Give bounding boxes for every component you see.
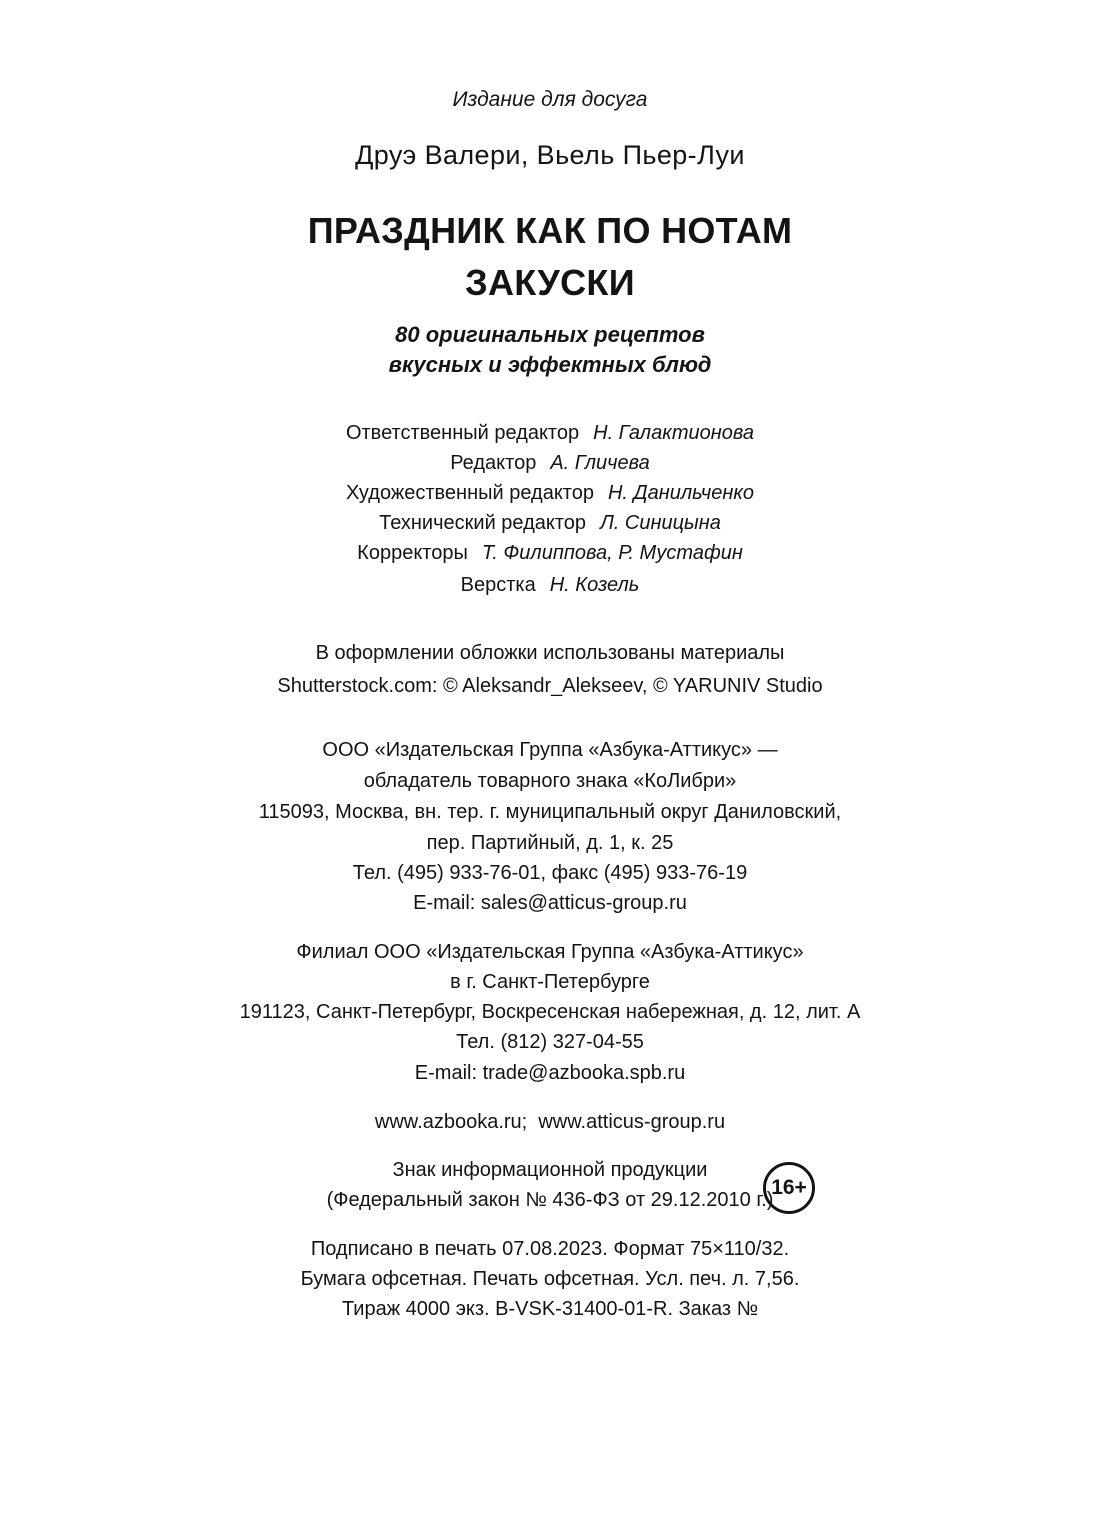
publisher-line: обладатель товарного знака «КоЛибри» <box>363 770 737 792</box>
credit-name: Н. Данильченко <box>607 482 754 504</box>
publisher-email: E-mail: sales@atticus-group.ru <box>413 892 687 914</box>
publisher-line: ООО «Издательская Группа «Азбука-Аттикус» — <box>322 739 778 761</box>
cover-credit-line: Shutterstock.com: © Aleksandr_Alekseev, © YARUNIV Studio <box>277 675 823 697</box>
age-mark-line: Знак информационной продукции <box>392 1159 708 1181</box>
credit-role: Корректоры <box>357 542 468 564</box>
credit-name: Л. Синицына <box>600 512 721 534</box>
credit-line <box>0 482 1100 505</box>
authors: Друэ Валери, Вьель Пьер-Луи <box>355 140 745 170</box>
age-mark-line: (Федеральный закон № 436-ФЗ от 29.12.2010 г.) <box>326 1189 774 1211</box>
credit-name: Н. Галактионова <box>593 422 755 444</box>
credit-role: Верстка <box>460 574 536 596</box>
print-info-line: Подписано в печать 07.08.2023. Формат 75×110/32. <box>310 1238 790 1260</box>
book-title-line-2: ЗАКУСКИ <box>465 262 635 303</box>
credit-line <box>0 542 1100 565</box>
credit-role: Ответственный редактор <box>345 422 580 444</box>
credit-name: Т. Филиппова, Р. Мустафин <box>481 542 743 564</box>
credit-role: Художественный редактор <box>346 482 594 504</box>
branch-email: E-mail: trade@azbooka.spb.ru <box>414 1062 686 1084</box>
series-label: Издание для досуга <box>452 88 648 111</box>
branch-line: 191123, Санкт-Петербург, Воскресенская набережная, д. 12, лит. А <box>239 1001 861 1023</box>
publisher-line: 115093, Москва, вн. тер. г. муниципальный округ Даниловский, <box>258 801 842 823</box>
publisher-line: Тел. (495) 933-76-01, факс (495) 933-76-19 <box>352 862 748 884</box>
credit-role: Редактор <box>450 452 537 474</box>
print-info-line: Тираж 4000 экз. B-VSK-31400-01-R. Заказ № <box>341 1298 759 1320</box>
subtitle-line-1: 80 оригинальных рецептов <box>395 322 705 347</box>
subtitle-line-2: вкусных и эффектных блюд <box>388 352 712 377</box>
credit-name: А. Гличева <box>550 452 650 474</box>
credit-line <box>0 574 1100 597</box>
book-title-line-1: ПРАЗДНИК КАК ПО НОТАМ <box>307 210 793 251</box>
credit-line <box>0 452 1100 475</box>
branch-line: Тел. (812) 327-04-55 <box>456 1031 644 1053</box>
age-rating-badge: 16+ <box>763 1162 815 1214</box>
credit-line <box>0 422 1100 445</box>
branch-line: Филиал ООО «Издательская Группа «Азбука-Аттикус» <box>296 941 804 963</box>
credit-name: Н. Козель <box>549 574 640 596</box>
cover-credit-line: В оформлении обложки использованы материалы <box>315 642 785 664</box>
credit-role: Технический редактор <box>379 512 587 534</box>
websites: www.azbooka.ru; www.atticus-group.ru <box>374 1111 726 1133</box>
credit-line <box>0 512 1100 535</box>
publisher-line: пер. Партийный, д. 1, к. 25 <box>426 832 674 854</box>
branch-line: в г. Санкт-Петербурге <box>450 971 650 993</box>
print-info-line: Бумага офсетная. Печать офсетная. Усл. печ. л. 7,56. <box>300 1268 800 1290</box>
